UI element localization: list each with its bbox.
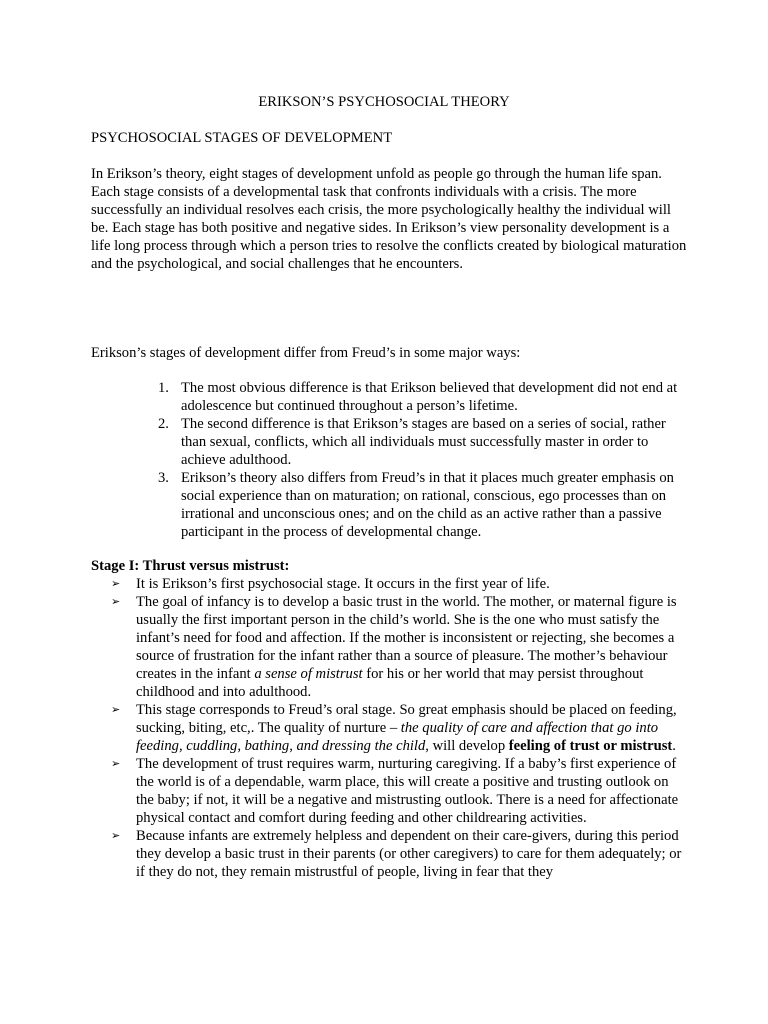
list-item-text: The most obvious difference is that Erikson believed that development did not end at adolescence but continued throughout a person’s lifetime. <box>181 380 678 414</box>
list-number: 3. <box>158 470 169 486</box>
differences-list <box>155 379 685 541</box>
list-number: 1. <box>158 380 169 396</box>
italic-phrase: a sense of mistrust <box>254 666 363 682</box>
intro-paragraph: In Erikson’s theory, eight stages of development unfold as people go through the human life span. Each stage consists of a developmental task that confronts individuals with a crisis. The more successfully an individual resolves each crisis, the more psychologically healthy the individual will be. Each stage has both positive and negative sides. In Erikson’s view personality development is a life long process through which a person tries to resolve the conflicts created by biological maturation and the psychological, and social challenges that he encounters. <box>91 166 687 272</box>
bold-phrase: feeling of trust or mistrust <box>508 738 673 754</box>
stage-bullet-list <box>111 575 686 881</box>
arrow-bullet-icon: ➢ <box>111 577 121 590</box>
list-item <box>111 593 686 701</box>
list-item-text: The second difference is that Erikson’s stages are based on a series of social, rather than sexual, conflicts, which all individuals must successfully master in order to achieve adulthood. <box>181 416 666 468</box>
bullet-text: . <box>672 738 676 754</box>
arrow-bullet-icon: ➢ <box>111 757 121 770</box>
arrow-bullet-icon: ➢ <box>111 595 121 608</box>
bullet-text: It is Erikson’s first psychosocial stage. It occurs in the first year of life. <box>136 576 550 592</box>
list-item-text: Erikson’s theory also differs from Freud’s in that it places much greater emphasis on social experience than on maturation; on rational, conscious, ego processes than on irrational and unconscious ones; and on the child as an active rather than a passive participant in the process of developmental change. <box>181 470 674 540</box>
bullet-text: , will develop <box>425 738 509 754</box>
arrow-bullet-icon: ➢ <box>111 703 121 716</box>
list-item <box>155 469 685 541</box>
bullet-text: Because infants are extremely helpless and dependent on their care-givers, during this period they develop a basic trust in their parents (or other caregivers) to care for them adequately; or if they do not, they remain mistrustful of people, living in fear that they <box>136 828 682 880</box>
list-item <box>111 827 686 881</box>
list-item <box>111 575 686 593</box>
document-title: ERIKSON’S PSYCHOSOCIAL THEORY <box>258 94 510 110</box>
stage-heading: Stage I: Thrust versus mistrust: <box>91 558 290 574</box>
list-item <box>155 379 685 415</box>
list-number: 2. <box>158 416 169 432</box>
italic-phrase: the quality of care and affection that go into feeding, cuddling, bathing, and dressing the child <box>136 720 659 754</box>
bullet-text: for his or her world that may persist throughout childhood and into adulthood. <box>136 666 644 700</box>
list-item <box>155 415 685 469</box>
list-item <box>111 701 686 755</box>
differences-intro: Erikson’s stages of development differ from Freud’s in some major ways: <box>91 345 521 361</box>
bullet-text: The goal of infancy is to develop a basic trust in the world. The mother, or maternal figure is usually the first important person in the child’s world. She is the one who must satisfy the infant’s need for food and affection. If the mother is inconsistent or rejecting, she becomes a source of frustration for the infant rather than a source of pleasure. The mother’s behaviour creates in the infant <box>136 594 677 682</box>
section-heading: PSYCHOSOCIAL STAGES OF DEVELOPMENT <box>91 130 393 146</box>
arrow-bullet-icon: ➢ <box>111 829 121 842</box>
bullet-text: This stage corresponds to Freud’s oral stage. So great emphasis should be placed on feeding, sucking, biting, etc,. The quality of nurture – <box>136 702 677 736</box>
list-item <box>111 755 686 827</box>
bullet-text: The development of trust requires warm, nurturing caregiving. If a baby’s first experience of the world is of a dependable, warm place, this will create a positive and trusting outlook on the baby; if not, it will be a negative and mistrusting outlook. There is a need for affectionate physical contact and comfort during feeding and other childrearing activities. <box>136 756 679 826</box>
